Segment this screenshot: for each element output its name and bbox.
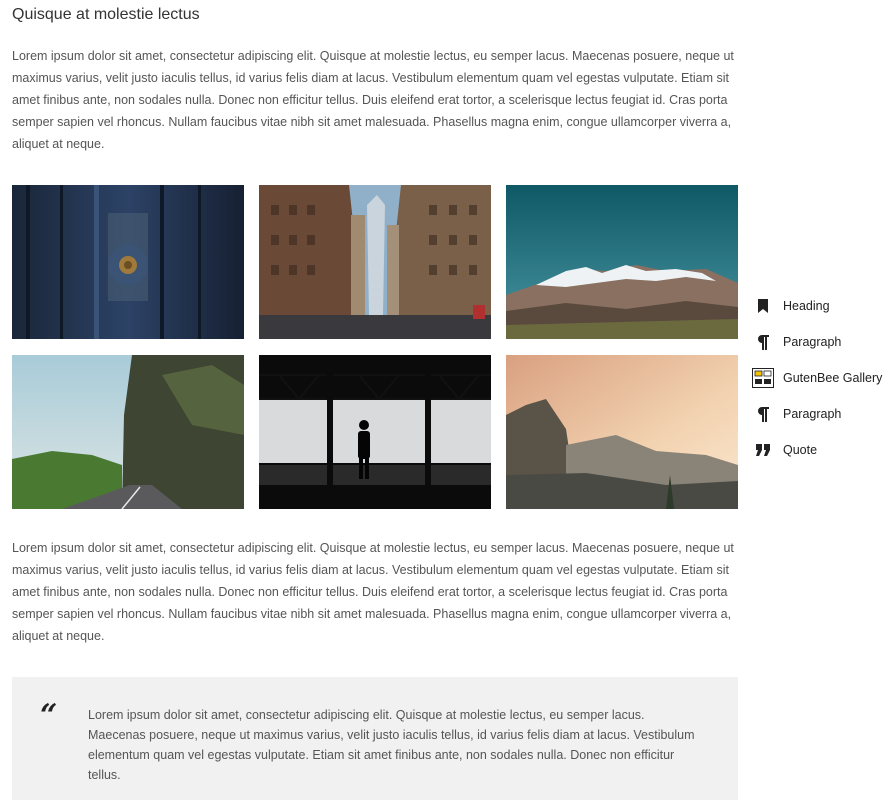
door-photo [12, 185, 244, 339]
quote-mark-icon: “ [40, 698, 58, 733]
mountains-photo [506, 185, 738, 339]
pilcrow-icon [752, 331, 774, 353]
quote-icon [752, 439, 774, 461]
gallery-image-silhouette[interactable] [259, 355, 491, 509]
sunset-photo [506, 355, 738, 509]
paragraph-block[interactable]: Lorem ipsum dolor sit amet, consectetur adipiscing elit. Quisque at molestie lectus, eu semper lacus. Maecenas posuere, neque ut maximus varius, velit justo iaculis tellus, id varius felis diam at lacus. Vestibulum elementum quam vel egestas vulputate. Etiam sit amet finibus ante, non sodales nulla. Donec non efficitur tellus. Duis eleifend erat tortor, a scelerisque lectus feugiat id. Cras porta semper sapien vel rhoncus. Nullam faucibus vitae nibh sit amet malesuada. Phasellus magna enim, congue ullamcorper viverra a, aliquet at neque. [12, 49, 734, 151]
city-photo [259, 185, 491, 339]
road-photo [12, 355, 244, 509]
quote-text: Lorem ipsum dolor sit amet, consectetur adipiscing elit. Quisque at molestie lectus, eu semper lacus. Maecenas posuere, neque ut maximus varius, velit justo iaculis tellus, id varius felis diam at lacus. Vestibulum elementum quam vel egestas vulputate. Etiam sit amet finibus ante, non sodales nulla. Donec non efficitur tellus. [88, 708, 695, 782]
gallery-image-sunset[interactable] [506, 355, 738, 509]
gallery-image-door[interactable] [12, 185, 244, 339]
gallery-image-mountains[interactable] [506, 185, 738, 339]
gallery-image-city[interactable] [259, 185, 491, 339]
outline-item-label: Heading [783, 299, 830, 313]
page-title: Quisque at molestie lectus [12, 6, 200, 23]
silhouette-photo [259, 355, 491, 509]
bookmark-icon [752, 295, 774, 317]
outline-item-label: GutenBee Gallery [783, 371, 883, 385]
outline-item-label: Paragraph [783, 335, 842, 349]
paragraph-block[interactable]: Lorem ipsum dolor sit amet, consectetur adipiscing elit. Quisque at molestie lectus, eu semper lacus. Maecenas posuere, neque ut maximus varius, velit justo iaculis tellus, id varius felis diam at lacus. Vestibulum elementum quam vel egestas vulputate. Etiam sit amet finibus ante, non sodales nulla. Donec non efficitur tellus. Duis eleifend erat tortor, a scelerisque lectus feugiat id. Cras porta semper sapien vel rhoncus. Nullam faucibus vitae nibh sit amet malesuada. Phasellus magna enim, congue ullamcorper viverra a, aliquet at neque. [12, 541, 734, 643]
pilcrow-icon [752, 403, 774, 425]
block-outline [752, 288, 888, 468]
outline-item-label: Paragraph [783, 407, 842, 421]
outline-item-quote[interactable] [752, 432, 888, 468]
gallery-icon [752, 367, 774, 389]
gallery-image-road[interactable] [12, 355, 244, 509]
outline-item-paragraph[interactable] [752, 324, 888, 360]
outline-item-paragraph[interactable] [752, 396, 888, 432]
outline-item-gallery[interactable] [752, 360, 888, 396]
quote-block[interactable] [12, 677, 738, 800]
gutenbee-gallery[interactable] [12, 185, 738, 509]
outline-item-heading[interactable] [752, 288, 888, 324]
outline-item-label: Quote [783, 443, 818, 457]
